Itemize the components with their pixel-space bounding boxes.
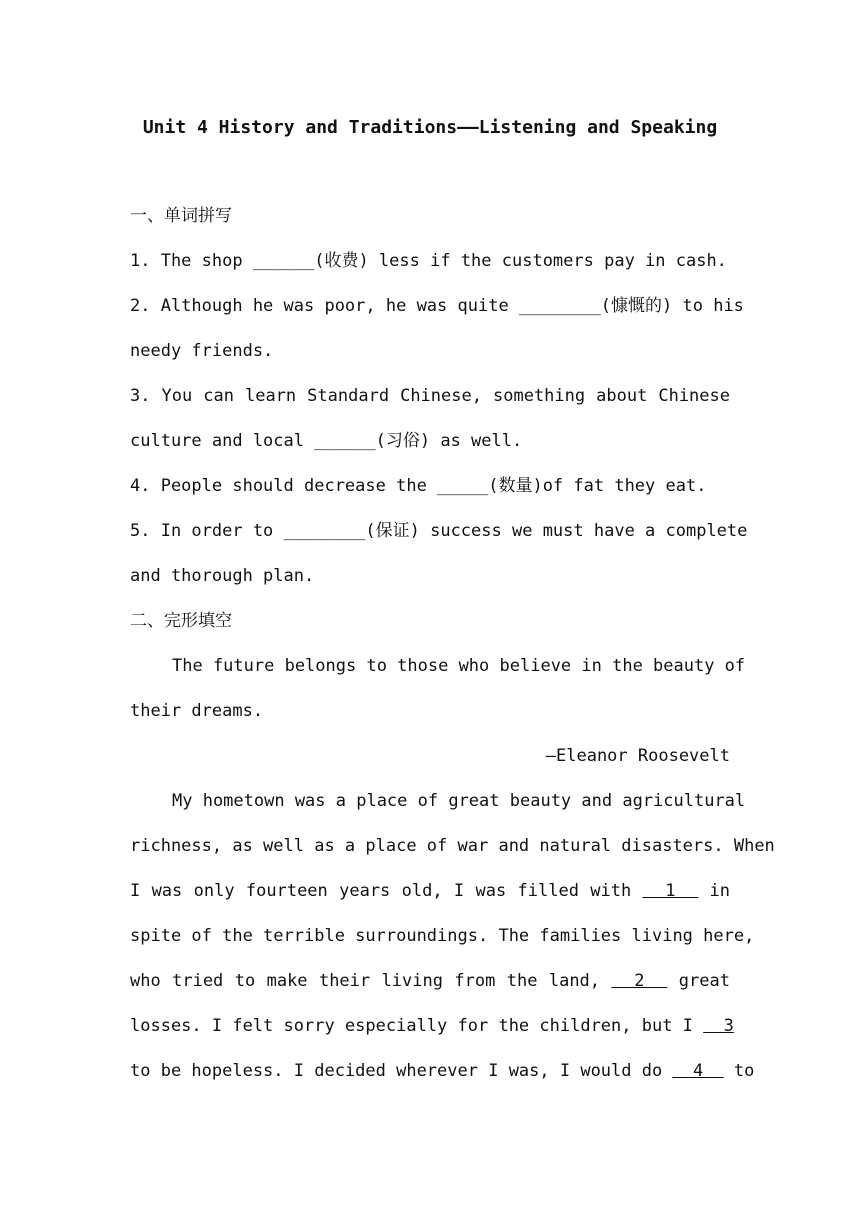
quote-line-2: their dreams.	[130, 701, 264, 721]
question-2-line-1: 2. Although he was poor, he was quite ________(慷慨的) to his	[130, 296, 744, 316]
quote-line-1: The future belongs to those who believe in the beauty of	[172, 656, 746, 676]
passage-text: losses. I felt sorry especially for the children, but I	[130, 1016, 693, 1036]
passage-text: in	[709, 881, 730, 901]
section-heading-cloze: 二、完形填空	[130, 611, 232, 631]
passage-line-7	[130, 1049, 755, 1094]
question-5-line-1: 5. In order to ________(保证) success we must have a complete	[130, 521, 748, 541]
passage-line-4: spite of the terrible surroundings. The families living here,	[130, 926, 755, 946]
question-5-line-2: and thorough plan.	[130, 566, 315, 586]
question-3-line-2: culture and local ______(习俗) as well.	[130, 431, 523, 451]
question-3-line-1: 3. You can learn Standard Chinese, something about Chinese	[130, 386, 730, 406]
question-4: 4. People should decrease the _____(数量)of fat they eat.	[130, 476, 707, 496]
passage-line-5	[130, 959, 730, 1004]
section-heading-spelling: 一、单词拼写	[130, 206, 232, 226]
quote-attribution: —Eleanor Roosevelt	[545, 746, 730, 766]
page-title: Unit 4 History and Traditions——Listening and Speaking	[142, 117, 718, 138]
question-2-line-2: needy friends.	[130, 341, 274, 361]
passage-text: great	[678, 971, 730, 991]
passage-text: who tried to make their living from the land,	[130, 971, 601, 991]
passage-line-2: richness, as well as a place of war and natural disasters. When	[130, 836, 775, 856]
cloze-blank-3: 3	[703, 1016, 734, 1036]
cloze-blank-1: 1	[642, 881, 699, 901]
passage-text: I was only fourteen years old, I was filled with	[130, 881, 632, 901]
passage-text: to be hopeless. I decided wherever I was, I would do	[130, 1061, 663, 1081]
cloze-blank-2: 2	[611, 971, 668, 991]
passage-line-3	[130, 869, 730, 914]
passage-line-6	[130, 1004, 734, 1049]
question-1: 1. The shop ______(收费) less if the customers pay in cash.	[130, 251, 727, 271]
document-body	[130, 194, 775, 1094]
passage-text: to	[733, 1061, 755, 1081]
passage-line-1: My hometown was a place of great beauty and agricultural	[172, 791, 746, 811]
cloze-blank-4: 4	[672, 1061, 724, 1081]
